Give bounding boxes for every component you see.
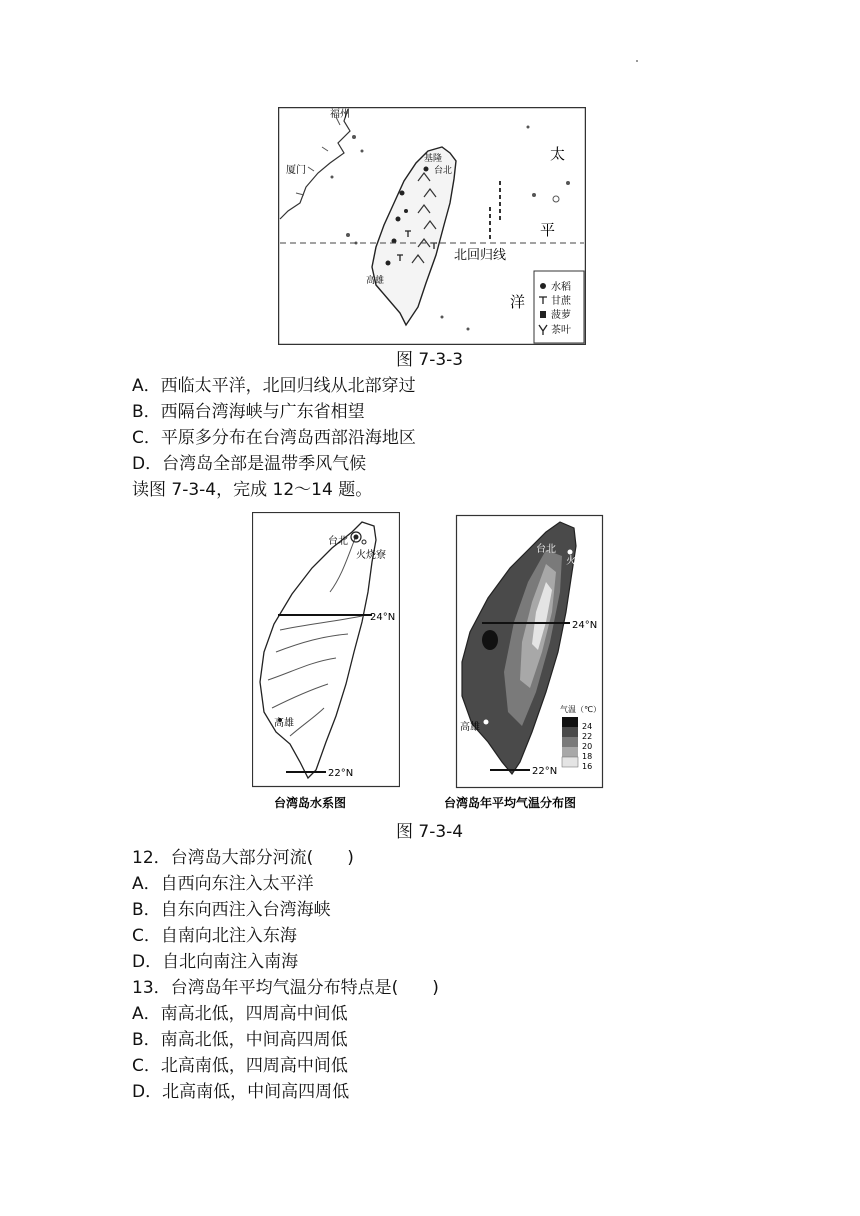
q12-stem: 12．台湾岛大部分河流( ) <box>132 848 354 868</box>
temp-legend-16: 16 <box>582 762 593 771</box>
label-ocean-3: 洋 <box>510 293 526 311</box>
water-label-22n: 22°N <box>328 768 354 779</box>
q11-option-d: D．台湾岛全部是温带季风气候 <box>132 454 367 474</box>
legend-pineapple: 菠萝 <box>551 310 571 321</box>
temp-label-24n: 24°N <box>572 620 598 631</box>
temp-label-huoshaoliao: 火烧寮 <box>566 556 596 567</box>
water-label-24n: 24°N <box>370 612 396 623</box>
q12-option-b: B．自东向西注入台湾海峡 <box>132 900 331 920</box>
instruction: 读图 7-3-4，完成 12～14 题。 <box>132 480 373 500</box>
figure-7-3-4-caption: 图 7-3-4 <box>396 822 464 842</box>
stray-dot <box>636 60 638 62</box>
q13-option-d: D．北高南低，中间高四周低 <box>132 1082 350 1102</box>
temp-label-kaohsiung: 高雄 <box>460 722 480 733</box>
temp-label-22n: 22°N <box>532 766 558 777</box>
legend-tea: 茶叶 <box>551 325 571 336</box>
q13-stem: 13．台湾岛年平均气温分布特点是( ) <box>132 978 439 998</box>
q13-option-c: C．北高南低，四周高中间低 <box>132 1056 348 1076</box>
taiwan-temperature-map <box>442 512 622 814</box>
pineapple-icon <box>540 311 546 318</box>
label-keelung: 基隆 <box>424 154 443 164</box>
q12-option-d: D．自北向南注入南海 <box>132 952 299 972</box>
q11-option-c: C．平原多分布在台湾岛西部沿海地区 <box>132 428 416 448</box>
label-taipei: 台北 <box>434 166 453 176</box>
q12-option-c: C．自南向北注入东海 <box>132 926 297 946</box>
label-ocean-2: 平 <box>540 221 556 239</box>
water-label-kaohsiung: 高雄 <box>274 718 294 729</box>
temp-legend-title: 气温（℃） <box>560 705 601 714</box>
water-label-huoshaoliao: 火烧寮 <box>356 550 386 561</box>
figure-7-3-3-map <box>278 107 586 345</box>
temp-legend-18: 18 <box>582 752 593 761</box>
label-fuzhou: 福州 <box>330 109 350 120</box>
temp-map-title: 台湾岛年平均气温分布图 <box>444 796 577 810</box>
water-label-taipei: 台北 <box>328 536 348 547</box>
water-map-title: 台湾岛水系图 <box>274 796 347 810</box>
taiwan-water-system-map <box>252 512 400 814</box>
q13-option-a: A．南高北低，四周高中间低 <box>132 1004 348 1024</box>
figure-7-3-3-caption: 图 7-3-3 <box>396 350 464 370</box>
label-xiamen: 厦门 <box>286 165 306 176</box>
legend-rice: 水稻 <box>551 282 571 293</box>
temp-legend-22: 22 <box>582 732 593 741</box>
q11-option-b: B．西隔台湾海峡与广东省相望 <box>132 402 365 422</box>
q13-option-b: B．南高北低，中间高四周低 <box>132 1030 348 1050</box>
temp-label-taipei: 台北 <box>536 544 556 555</box>
temp-legend-20: 20 <box>582 742 593 751</box>
label-kaohsiung: 高雄 <box>366 276 385 286</box>
rice-icon <box>540 283 546 289</box>
temp-legend-24: 24 <box>582 722 593 731</box>
label-ocean-1: 太 <box>550 145 566 163</box>
legend-sugarcane: 甘蔗 <box>551 296 571 307</box>
q11-option-a: A．西临太平洋，北回归线从北部穿过 <box>132 376 416 396</box>
label-tropic: 北回归线 <box>454 248 507 263</box>
q12-option-a: A．自西向东注入太平洋 <box>132 874 314 894</box>
